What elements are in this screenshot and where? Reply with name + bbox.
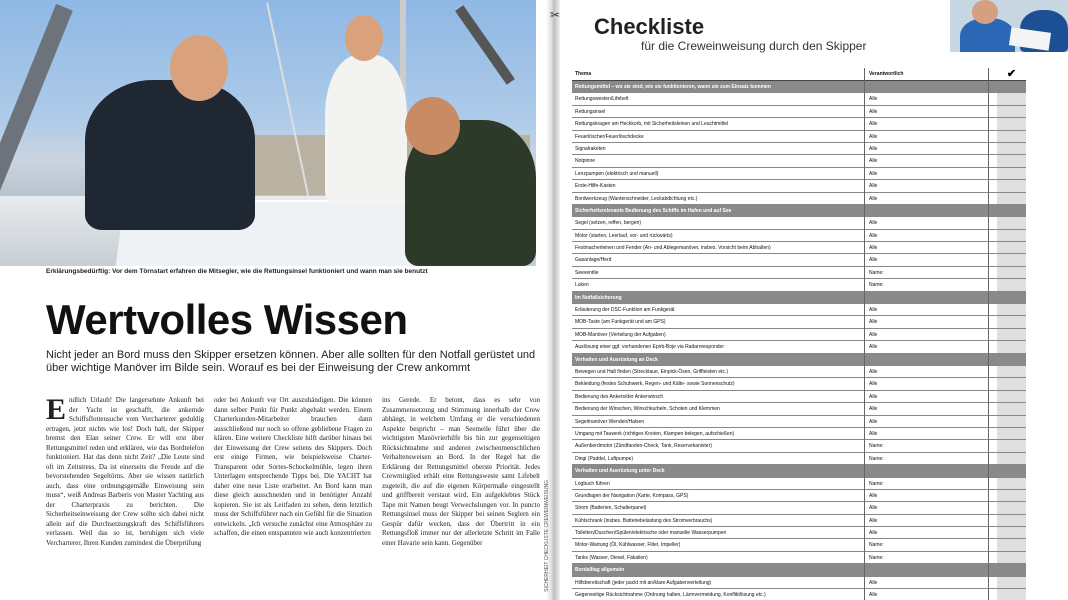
topic-cell: Bedienung des Ankers/der Ankerwinsch [575, 393, 664, 400]
responsible-cell: Alle [869, 430, 878, 437]
topic-cell: Bedienung der Winschen, Winschkurbeln, Schoten und Klemmen [575, 406, 720, 413]
responsible-cell: Alle [869, 170, 878, 177]
responsible-cell: Alle [869, 381, 878, 388]
table-row [572, 403, 1026, 415]
topic-cell: Erläuterung der DSC-Funktion am Funkgerät [575, 307, 675, 314]
check-cell [997, 428, 1026, 439]
topic-cell: Kühlschrank (insbes. Batteriebelastung des Stromverbrauchs) [575, 517, 713, 524]
crew-member-white [325, 55, 407, 205]
table-section-row [572, 465, 1026, 477]
table-row [572, 391, 1026, 403]
check-cell [997, 267, 1026, 278]
spine-text: SICHERHEIT CHECKLISTE CREWEINWEISUNG [544, 480, 550, 592]
check-cell [997, 168, 1026, 179]
column-divider [988, 68, 989, 600]
mast [0, 4, 73, 196]
table-row [572, 577, 1026, 589]
article-column-1 [46, 396, 204, 600]
check-cell [997, 416, 1026, 427]
responsible-cell: Alle [869, 368, 878, 375]
responsible-cell: Alle [869, 195, 878, 202]
responsible-cell: Alle [869, 220, 878, 227]
topic-cell: Bordwerkzeug (Wantenschneider, Leckabdichtung etc.) [575, 195, 698, 202]
column-divider [864, 68, 865, 600]
check-cell [997, 329, 1026, 340]
table-row [572, 428, 1026, 440]
topic-cell: Rettungskragen am Heckkorb, mit Sicherheitsleinen und Leuchtmittel [575, 121, 729, 128]
crew-briefing-photo [0, 0, 536, 266]
table-row [572, 106, 1026, 118]
table-row [572, 316, 1026, 328]
check-cell [997, 118, 1026, 129]
responsible-cell: Name: [869, 282, 884, 289]
check-cell [997, 453, 1026, 464]
responsible-cell: Alle [869, 96, 878, 103]
crew-head-1 [345, 15, 383, 61]
topic-cell: Festmacherleinen und Fender (An- und Ablegemanöver, insbes. Vorsicht beim Abhalten) [575, 245, 771, 252]
topic-cell: Toiletten/Duschen/Spülen/elektrische oder manuelle Wasserpumpen [575, 530, 727, 537]
table-row [572, 440, 1026, 452]
responsible-cell: Alle [869, 245, 878, 252]
check-cell [997, 490, 1026, 501]
check-cell [997, 217, 1026, 228]
scissors-icon: ✂ [550, 8, 561, 22]
article-headline: Wertvolles Wissen [46, 296, 408, 343]
table-row [572, 502, 1026, 514]
table-row [572, 341, 1026, 353]
responsible-cell: Alle [869, 145, 878, 152]
check-cell [997, 391, 1026, 402]
check-cell [997, 478, 1026, 489]
table-section-row [572, 292, 1026, 304]
check-cell [997, 143, 1026, 154]
topic-cell: Bewegen und Halt finden (Strecktaue, Einpick-Ösen, Griffleisten etc.) [575, 368, 729, 375]
responsible-cell: Alle [869, 344, 878, 351]
check-cell [997, 242, 1026, 253]
topic-cell: Erste-Hilfe-Kasten [575, 183, 616, 190]
table-row [572, 93, 1026, 105]
topic-cell: MOB-Manöver (Verteilung der Aufgaben) [575, 331, 666, 338]
check-cell [997, 539, 1026, 550]
table-section-row [572, 81, 1026, 93]
thumb-head-1 [972, 0, 998, 24]
responsible-cell: Alle [869, 257, 878, 264]
check-cell [997, 552, 1026, 563]
responsible-cell: Alle [869, 406, 878, 413]
checklist-subtitle: für die Creweinweisung durch den Skipper [641, 39, 867, 53]
topic-cell: Motor (starten, Leerlauf, vor- und rückwärts) [575, 232, 673, 239]
table-row [572, 552, 1026, 564]
section-label: Rettungsmittel – wo sie sind, wie sie funktionieren, wann sie zum Einsatz kommen [575, 84, 771, 90]
check-cell [997, 366, 1026, 377]
check-cell [997, 230, 1026, 241]
check-cell [997, 131, 1026, 142]
table-section-row [572, 205, 1026, 217]
topic-cell: MOB-Taste (am Funkgerät und am GPS) [575, 319, 666, 326]
column-text: ins Gerede. Er betont, dass es sehr von Zusammensetzung und Stimmung innerhalb der Crew abhängt, in welchem Umfang er die verschiedenen Aspekte bespricht – man Seemeile führt über die wichtigsten Manövrierhilfe bis hin zur gegenseitigen Rücksichtnahme und anderen zwischenmenschlichen Verhaltensweisen an Bord. In der Regel hat die Erklärung der Rettungsmittel oberste Priorität. Jedes Crewmitglied erhält eine Rettungsweste samt Lifebelt zugeteilt, die auf die eigenen Körpermaße eingestellt und griffbereit verstaut wird. Ein aufgeklebtes Stück Tape mit Namen beugt Verwechslungen vor. In puncto Rettungsinsel muss der Skipper bei seinen Seglern ein Gespür dafür wecken, dass der Übertritt in ein Rettungsfloß immer nur der allerletzte Schritt im Falle einer Havarie sein kann. Gegenüber [382, 396, 540, 547]
table-row [572, 118, 1026, 130]
check-cell [997, 502, 1026, 513]
topic-cell: Rettungswesten/Lifebelt [575, 96, 629, 103]
responsible-cell: Name: [869, 455, 884, 462]
table-row [572, 329, 1026, 341]
table-row [572, 193, 1026, 205]
table-row [572, 539, 1026, 551]
topic-cell: Motor-Wartung (Öl, Kühlwasser, Filter, Impeller) [575, 542, 681, 549]
check-cell [997, 577, 1026, 588]
check-cell [997, 106, 1026, 117]
table-row [572, 279, 1026, 291]
responsible-cell: Alle [869, 393, 878, 400]
responsible-cell: Alle [869, 505, 878, 512]
topic-cell: Lenzpumpen (elektrisch und manuell) [575, 170, 659, 177]
check-cell [997, 155, 1026, 166]
section-label: Verhalten und Ausrüstung unter Deck [575, 468, 665, 475]
check-cell [997, 589, 1026, 600]
topic-cell: Gasanlage/Herd [575, 257, 612, 264]
check-cell [997, 93, 1026, 104]
responsible-cell: Name: [869, 554, 884, 561]
table-body [572, 81, 1026, 600]
table-row [572, 378, 1026, 390]
topic-cell: Gegenseitige Rücksichtnahme (Ordnung halten, Lärmvermeidung, Konfliktlösung etc.) [575, 592, 766, 599]
table-row [572, 217, 1026, 229]
column-text: oder bei Ankunft vor Ort auszuhändigen. Die können dann selber Punkt für Punkt abgehakt werden. Einem Charterkunden-Mitarbeiter brauchen dann ausschließend nur noch so offene gebliebene Fragen zu klären. Eine weitere Checkliste hilft darüber hinaus bei der Einweisung der Crew seitens des Skippers. Doch erst einige Firmen, wie beispielsweise Charter-Transparent oder Sortes-Schockelmühle, legen ihren Unterlagen entsprechende Tipps bei. Die YACHT hat daher eine neue Liste erarbeitet. An Bord kann man diese gleich ausschneiden und in benötigter Anzahl kopieren. Sie ist als Leitfaden zu sehen, denn letztlich muss der Schiffsführer nach ein Gefühl für die Situation entwickeln. „Ich versuche zunächst eine Atmosphäre zu schaffen, die einen entspannten wie auch konzentrierten [214, 396, 372, 537]
responsible-cell: Name: [869, 269, 884, 276]
responsible-cell: Alle [869, 158, 878, 165]
topic-cell: Signalraketen [575, 145, 606, 152]
article-body [46, 396, 540, 600]
column-text: ndlich Urlaub! Die langersehnte Ankunft bei der Yacht ist geschafft, die ankernde Schiffsflottensuche vom Vercharterer geduldig ertragen, jetzt nichts wie los! Doch halt, der Skipper bremst den Elan seiner Crew. Er will erst über Rettungsmittel reden und erklären, wie das Bordtelefon funktioniert. Hat das denn nicht Zeit? „Die Leute sind oft im Zeitstress. Da ist einerseits die Freude auf die bevorstehenden Segeltörns. Aber sie wissen natürlich auch, dass eine ordnungsgemäße Einweisung sein muss“, weiß Andreas Barberis von Master Yachting aus der Charterpraxis zu berichten. Die Sicherheitseinweisung der Crew sollte sich dabei nicht allein auf die Durchsetzungskraft des Schiffsführers verlassen. Weil das so ist, beruhigen sich viele Vercharterer, Ihren Kunden zumindest die Überprüfung [46, 396, 204, 547]
section-label: Verhalten und Ausrüstung an Deck [575, 356, 658, 363]
responsible-cell: Alle [869, 530, 878, 537]
topic-cell: Auslösung einer ggf. vorhandenen Epirb-Boje via Radarreesponder [575, 344, 724, 351]
topic-cell: Dingi (Paddel, Luftpumpe) [575, 455, 634, 462]
article-lead: Nicht jeder an Bord muss den Skipper ersetzen können. Aber alle sollten für den Notfall gerüstet und über wichtige Manöver im Bilde sein. Worauf es bei der Einweisung der Crew ankommt [46, 349, 536, 374]
check-cell [997, 193, 1026, 204]
check-cell [997, 378, 1026, 389]
responsible-cell: Alle [869, 492, 878, 499]
table-row [572, 366, 1026, 378]
topic-cell: Hilfsbereitschaft (jeder packt mit an/klare Aufgabenverteilung) [575, 579, 712, 586]
table-row [572, 131, 1026, 143]
article-column-2 [214, 396, 372, 600]
responsible-cell: Name: [869, 542, 884, 549]
table-row [572, 254, 1026, 266]
check-cell [997, 515, 1026, 526]
section-label: Sicherheitsrelevante Bedienung des Schiffs im Hafen und auf See [575, 207, 732, 214]
table-row [572, 155, 1026, 167]
topic-cell: Strom (Batterien, Schalterpanel) [575, 505, 647, 512]
topic-cell: Notpinne [575, 158, 596, 165]
checklist-table [572, 68, 1026, 600]
topic-cell: Luken [575, 282, 589, 289]
check-cell [997, 403, 1026, 414]
topic-cell: Tanks (Wasser, Diesel, Fäkalien) [575, 554, 648, 561]
responsible-cell: Alle [869, 331, 878, 338]
table-row [572, 168, 1026, 180]
responsible-cell: Name: [869, 443, 884, 450]
check-cell [997, 316, 1026, 327]
skipper-head [170, 35, 228, 101]
article-column-3 [382, 396, 540, 600]
table-row [572, 143, 1026, 155]
topic-cell: Außenbordmotor (Zündfaoden-Check, Tank, Reservekanister) [575, 443, 712, 450]
boom [455, 5, 515, 84]
table-row [572, 230, 1026, 242]
topic-cell: Logbuch führen [575, 480, 610, 487]
table-row [572, 478, 1026, 490]
responsible-cell: Alle [869, 121, 878, 128]
topic-cell: Umgang mit Tauwerk (richtiges Knoten, Klampen belegen, aufschießen) [575, 430, 735, 437]
topic-cell: Segel (setzen, reffen, bergen) [575, 220, 642, 227]
table-row [572, 304, 1026, 316]
check-cell [997, 440, 1026, 451]
topic-cell: Rettungsinsel [575, 108, 606, 115]
topic-cell: Bekleidung (festes Schuhwerk, Regen- und Kälte- sowie Sonnenschutz) [575, 381, 735, 388]
table-section-row [572, 354, 1026, 366]
table-row [572, 180, 1026, 192]
checklist-title: Checkliste [594, 14, 705, 39]
responsible-cell: Alle [869, 418, 878, 425]
table-row [572, 416, 1026, 428]
table-row [572, 527, 1026, 539]
table-header [572, 68, 1026, 81]
check-cell [997, 341, 1026, 352]
check-cell [997, 279, 1026, 290]
responsible-cell: Alle [869, 592, 878, 599]
header-topic: Thema [575, 71, 592, 77]
topic-cell: Seeventile [575, 269, 599, 276]
table-row [572, 267, 1026, 279]
check-cell [997, 304, 1026, 315]
crew-thumbnail-photo [950, 0, 1068, 52]
topic-cell: Feuerlöscher/Feuerlöschdecke [575, 133, 644, 140]
table-row [572, 589, 1026, 600]
responsible-cell: Alle [869, 579, 878, 586]
table-row [572, 515, 1026, 527]
section-label: Bordalltag allgemein [575, 567, 625, 574]
photo-caption: Erklärungsbedürftig: Vor dem Törnstart erfahren die Mitsegler, wie die Rettungsinsel funktioniert und wann man sie benutzt [46, 268, 428, 275]
responsible-cell: Alle [869, 108, 878, 115]
check-cell [997, 527, 1026, 538]
header-check: ✔ [1006, 68, 1017, 80]
responsible-cell: Alle [869, 517, 878, 524]
crew-head-2 [405, 97, 460, 155]
check-cell [997, 180, 1026, 191]
topic-cell: Grundlagen der Navigation (Karte, Kompass, GPS) [575, 492, 689, 499]
table-row [572, 490, 1026, 502]
section-label: Im Notfallsicherung [575, 294, 622, 301]
responsible-cell: Alle [869, 183, 878, 190]
table-section-row [572, 564, 1026, 576]
table-row [572, 453, 1026, 465]
dropcap: E [46, 396, 67, 426]
check-cell [997, 254, 1026, 265]
responsible-cell: Alle [869, 232, 878, 239]
responsible-cell: Alle [869, 133, 878, 140]
skipper-figure [85, 80, 255, 230]
responsible-cell: Alle [869, 319, 878, 326]
responsible-cell: Name: [869, 480, 884, 487]
header-responsible: Verantwortlich [869, 71, 904, 77]
topic-cell: Segelmanöver Wenden/Halsen [575, 418, 645, 425]
table-row [572, 242, 1026, 254]
responsible-cell: Alle [869, 307, 878, 314]
